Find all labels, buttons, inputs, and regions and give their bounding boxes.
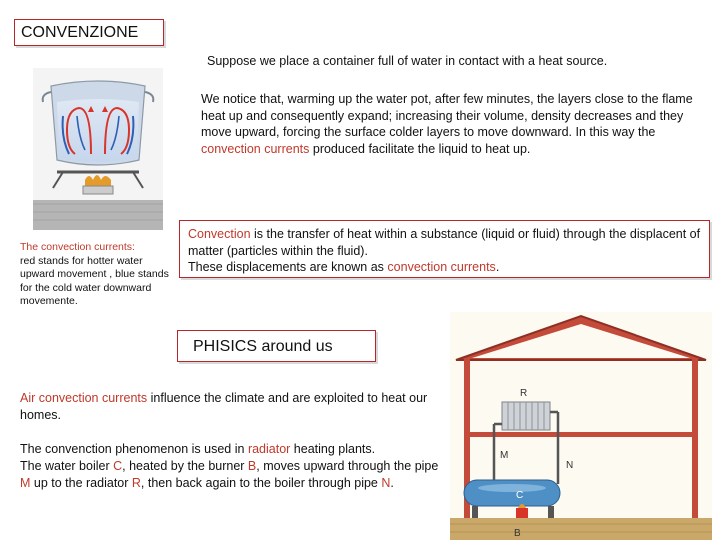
pot-convection-illustration <box>33 68 163 230</box>
section-subtitle <box>177 330 376 362</box>
plant-s2: heating plants. <box>290 442 376 456</box>
notice-part2: produced facilitate the liquid to heat up. <box>309 141 531 156</box>
radiator-icon <box>502 402 550 430</box>
definition-highlight: convection currents <box>387 260 496 274</box>
plant-s6: up to the radiator <box>30 476 132 490</box>
definition-term: Convection <box>188 227 251 241</box>
definition-part1: is the transfer of heat within a substance (liquid or fluid) through the displacent of matter (particles within the fluid). <box>188 227 701 258</box>
page-title <box>14 19 164 46</box>
notice-highlight: convection currents <box>201 141 310 156</box>
label-c: C <box>516 490 524 501</box>
label-n: N <box>566 460 574 471</box>
caption-heading: The convection currents: <box>20 241 135 253</box>
plant-s4: , heated by the burner <box>122 459 248 473</box>
page-title-text: CONVENZIONE <box>21 24 139 41</box>
plant-c: C <box>113 459 123 473</box>
air-rest: influence the climate and are exploited to heat our homes. <box>20 391 428 422</box>
label-m: M <box>500 450 509 461</box>
definition-part2: These displacements are known as <box>188 260 388 274</box>
caption-body: red stands for hotter water upward movement , blue stands for the cold water downward movemente. <box>20 254 169 308</box>
definition-line1 <box>188 226 709 259</box>
pot-caption <box>20 241 170 309</box>
plant-b: B <box>247 459 257 473</box>
plant-radiator-word: radiator <box>247 442 291 456</box>
label-b: B <box>514 528 521 539</box>
plant-m: M <box>20 476 31 490</box>
heating-plant-text <box>20 441 440 492</box>
air-convection-text <box>20 390 440 424</box>
plant-s3: The water boiler <box>20 459 114 473</box>
plant-s7: , then back again to the boiler through pipe <box>140 476 382 490</box>
plant-s5: , moves upward through the pipe <box>256 459 439 473</box>
plant-n: N <box>381 476 391 490</box>
air-highlight: Air convection currents <box>20 391 148 405</box>
intro-text: Suppose we place a container full of water in contact with a heat source. <box>207 54 608 68</box>
plant-r: R <box>131 476 141 490</box>
plant-s8: . <box>390 476 394 490</box>
label-r: R <box>520 388 528 399</box>
definition-line2 <box>188 259 709 276</box>
definition-end: . <box>495 260 500 274</box>
notice-paragraph <box>201 91 701 157</box>
notice-part1: We notice that, warming up the water pot, after few minutes, the layers close to the flame heat up and consequently expand; increasing their volume, density decreases and they move upward, forcing the surface colder layers to move downward. In this way the <box>201 92 693 139</box>
plant-s1: The convenction phenomenon is used in <box>20 442 248 456</box>
definition-box <box>179 220 710 278</box>
section-subtitle-text: PHISICS around us <box>193 338 333 355</box>
boiler-icon <box>464 480 560 506</box>
house-heating-illustration <box>450 312 712 540</box>
